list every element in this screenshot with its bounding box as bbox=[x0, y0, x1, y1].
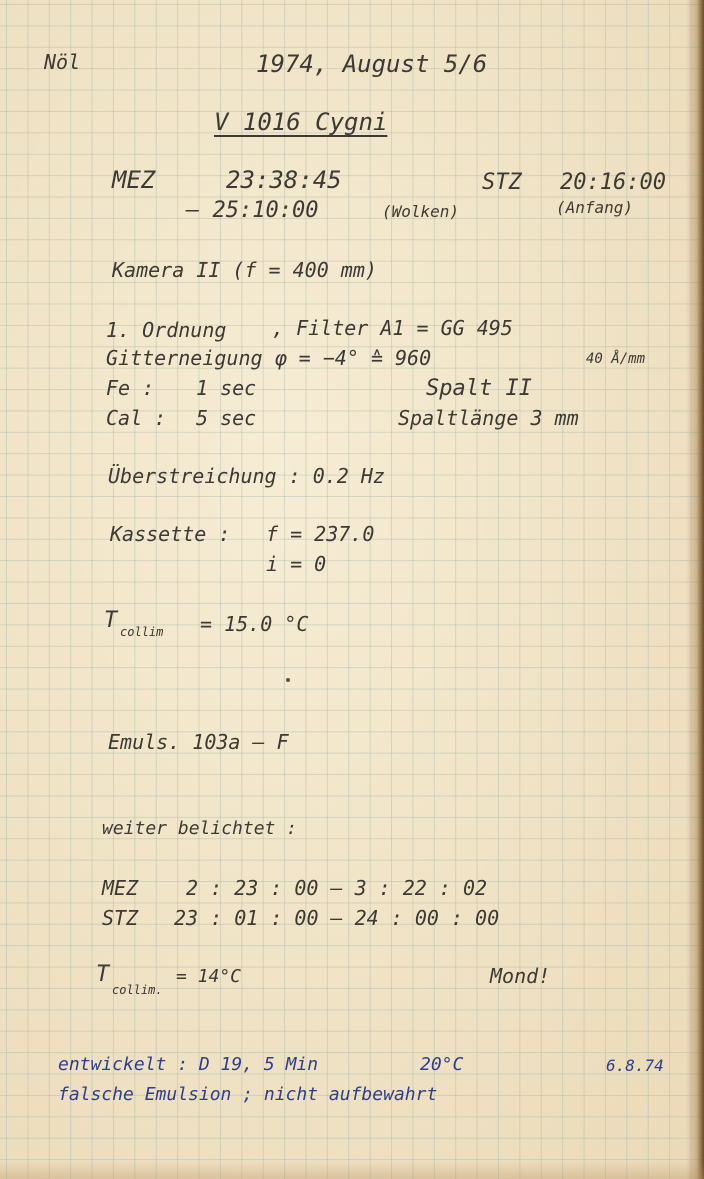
start-note: (Anfang) bbox=[556, 198, 634, 217]
continued-label: weiter belichtet : bbox=[102, 818, 298, 839]
developer-temp: 20°C bbox=[420, 1054, 464, 1075]
slit: Spalt II bbox=[426, 376, 532, 401]
stz-label: STZ bbox=[482, 170, 522, 195]
mez-label: MEZ bbox=[112, 166, 156, 194]
developed-date: 6.8.74 bbox=[606, 1056, 664, 1075]
order-line: 1. Ordnung bbox=[106, 318, 227, 342]
tcollim-label: T bbox=[104, 608, 118, 633]
tcollim-subscript: collim bbox=[120, 625, 164, 639]
object-title: V 1016 Cygni bbox=[214, 108, 388, 136]
fe-label: Fe : bbox=[106, 376, 155, 400]
tcollim2-label: T bbox=[96, 962, 110, 987]
cassette-f: f = 237.0 bbox=[266, 522, 375, 546]
slit-length: Spaltlänge 3 mm bbox=[398, 406, 579, 430]
cal-label: Cal : bbox=[106, 406, 167, 430]
header-initials: Nöl bbox=[44, 50, 81, 74]
cassette-i: i = 0 bbox=[266, 552, 327, 576]
cal-exposure: 5 sec bbox=[196, 406, 257, 430]
mez-end: – 25:10:00 bbox=[186, 198, 319, 223]
mez2-range: 2 : 23 : 00 – 3 : 22 : 02 bbox=[186, 876, 488, 900]
emulsion-line: Emuls. 103a – F bbox=[108, 730, 289, 754]
tcollim2-subscript: collim. bbox=[112, 983, 163, 997]
developed-note: entwickelt : D 19, 5 Min bbox=[58, 1054, 319, 1075]
page-edge bbox=[686, 0, 704, 1179]
moon-note: Mond! bbox=[490, 964, 551, 988]
fe-exposure: 1 sec bbox=[196, 376, 257, 400]
stz-start: 20:16:00 bbox=[560, 170, 666, 195]
trailing-line: Überstreichung : 0.2 Hz bbox=[108, 464, 385, 488]
stz2-label: STZ bbox=[102, 906, 139, 930]
page-bottom-shade bbox=[0, 1161, 704, 1179]
storage-note: falsche Emulsion ; nicht aufbewahrt bbox=[58, 1084, 438, 1105]
header-date: 1974, August 5/6 bbox=[256, 50, 488, 78]
pencil-dot bbox=[286, 678, 290, 682]
mez2-label: MEZ bbox=[102, 876, 139, 900]
dispersion: 40 Å/mm bbox=[586, 351, 646, 367]
clouds-note: (Wolken) bbox=[382, 202, 460, 221]
stz2-range: 23 : 01 : 00 – 24 : 00 : 00 bbox=[174, 906, 500, 930]
tcollim2-value: = 14°C bbox=[176, 966, 242, 987]
grating-line: Gitterneigung φ = −4° ≙ 960 bbox=[106, 346, 432, 370]
cassette-label: Kassette : bbox=[110, 522, 231, 546]
filter-line: , Filter A1 = GG 495 bbox=[272, 316, 513, 340]
mez-start: 23:38:45 bbox=[226, 166, 342, 194]
camera-line: Kamera II (f = 400 mm) bbox=[112, 258, 377, 282]
tcollim-value: = 15.0 °C bbox=[200, 612, 309, 636]
